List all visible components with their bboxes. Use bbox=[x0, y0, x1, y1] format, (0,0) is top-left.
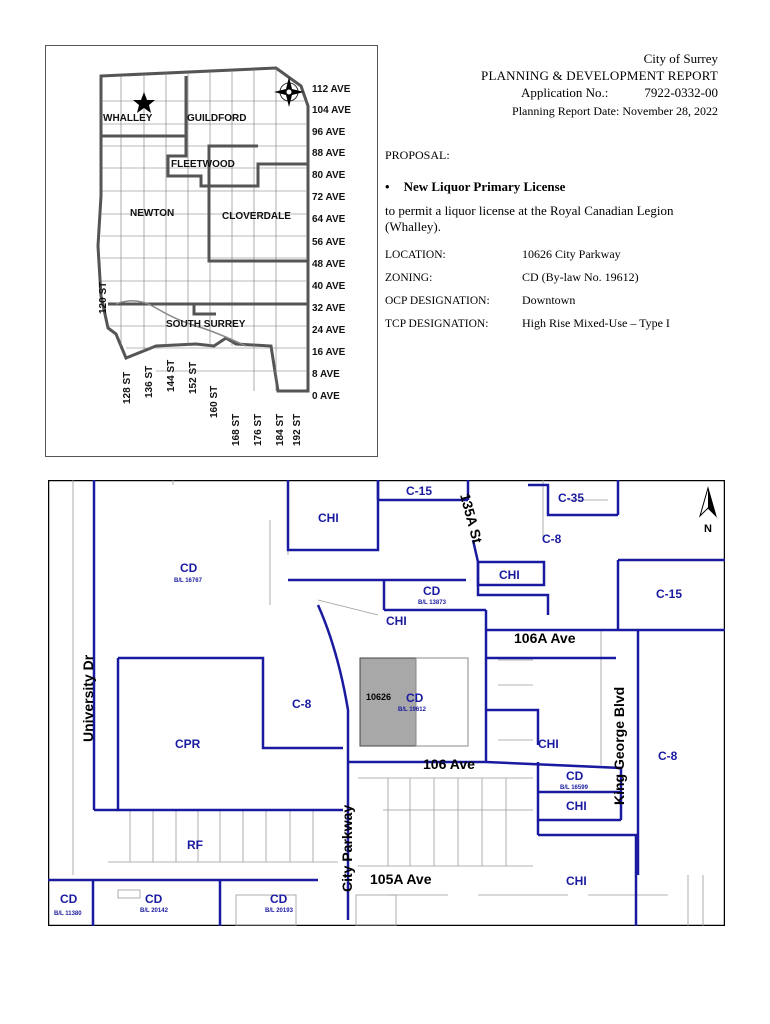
report-date: Planning Report Date: November 28, 2022 bbox=[512, 104, 718, 118]
zone-label: CPR bbox=[175, 737, 201, 751]
zone-label: CD bbox=[566, 769, 584, 783]
zone-label: CHI bbox=[566, 874, 587, 888]
bylaw-label: B/L 16599 bbox=[560, 785, 588, 791]
zone-label: C-15 bbox=[406, 484, 433, 498]
street-name-106-ave: 106 Ave bbox=[423, 756, 475, 772]
bylaw-label: B/L 11380 bbox=[54, 911, 82, 917]
zone-label: CD bbox=[180, 561, 198, 575]
property-value: High Rise Mixed-Use – Type I bbox=[522, 316, 670, 330]
application-row bbox=[481, 84, 718, 101]
property-label: TCP DESIGNATION: bbox=[385, 317, 489, 330]
street-label: 192 ST bbox=[292, 413, 303, 446]
area-label-newton: NEWTON bbox=[130, 208, 175, 219]
zone-label: CD bbox=[423, 584, 441, 598]
report-title: PLANNING & DEVELOPMENT REPORT bbox=[481, 68, 718, 83]
zone-label: C-35 bbox=[558, 491, 585, 505]
street-label: 120 ST bbox=[98, 281, 109, 314]
key-map bbox=[45, 45, 378, 457]
property-row-tcp bbox=[385, 312, 725, 335]
zone-label: CD bbox=[270, 892, 288, 906]
property-label: ZONING: bbox=[385, 271, 433, 284]
ave-label: 80 AVE bbox=[312, 170, 346, 181]
site-zoning-map bbox=[48, 480, 725, 926]
area-label-south-surrey: SOUTH SURREY bbox=[166, 319, 246, 330]
org-name: City of Surrey bbox=[643, 51, 718, 66]
bylaw-label: B/L 13873 bbox=[418, 600, 446, 606]
zone-label: C-8 bbox=[292, 697, 312, 711]
bylaw-label-site: B/L 19612 bbox=[398, 707, 426, 713]
zone-label: CD bbox=[60, 892, 78, 906]
property-row-zoning bbox=[385, 266, 725, 289]
zone-label: C-8 bbox=[542, 532, 562, 546]
ave-label: 32 AVE bbox=[312, 303, 346, 314]
street-label: 136 ST bbox=[144, 365, 155, 398]
zone-label: C-8 bbox=[658, 749, 678, 763]
zone-label: CHI bbox=[499, 568, 520, 582]
bylaw-label: B/L 16767 bbox=[174, 578, 202, 584]
ave-label: 16 AVE bbox=[312, 347, 346, 358]
property-row-ocp bbox=[385, 289, 725, 312]
ave-label: 112 AVE bbox=[312, 84, 351, 95]
bullet-icon: • bbox=[385, 179, 390, 194]
ave-label: 48 AVE bbox=[312, 259, 346, 270]
application-label: Application No.: bbox=[520, 85, 609, 100]
street-name-105a-ave: 105A Ave bbox=[370, 871, 432, 887]
site-address-number: 10626 bbox=[366, 692, 392, 702]
zone-label: RF bbox=[187, 838, 203, 852]
street-label: 128 ST bbox=[122, 371, 133, 404]
ave-label: 40 AVE bbox=[312, 281, 346, 292]
property-label: LOCATION: bbox=[385, 248, 446, 261]
site-map-graphic bbox=[48, 480, 725, 926]
zone-label: CHI bbox=[318, 511, 339, 525]
street-label: 152 ST bbox=[188, 361, 199, 394]
street-label: 168 ST bbox=[231, 413, 242, 446]
ave-label: 64 AVE bbox=[312, 214, 346, 225]
proposal-bullet bbox=[385, 179, 725, 195]
proposal-heading: PROPOSAL: bbox=[385, 148, 450, 162]
area-label-cloverdale: CLOVERDALE bbox=[222, 211, 291, 222]
street-name-city-parkway: City Parkway bbox=[339, 804, 355, 892]
key-map-graphic bbox=[46, 46, 379, 458]
ave-label: 96 AVE bbox=[312, 127, 346, 138]
area-label-guildford: GUILDFORD bbox=[187, 113, 247, 124]
street-name-king-george-blvd: King George Blvd bbox=[611, 686, 627, 805]
zone-label: CD bbox=[145, 892, 163, 906]
street-name-106a-ave: 106A Ave bbox=[514, 630, 576, 646]
north-arrow-label: N bbox=[704, 523, 712, 535]
zone-label-site: CD bbox=[406, 691, 424, 705]
property-row-location bbox=[385, 243, 725, 266]
ave-label: 8 AVE bbox=[312, 369, 340, 380]
report-header bbox=[481, 50, 718, 120]
proposal-description: to permit a liquor license at the Royal Canadian Legion (Whalley). bbox=[385, 203, 674, 234]
street-label: 176 ST bbox=[253, 413, 264, 446]
zone-label: CHI bbox=[386, 614, 407, 628]
property-table bbox=[385, 243, 725, 335]
street-name-university-dr: University Dr bbox=[80, 654, 96, 742]
property-value: 10626 City Parkway bbox=[522, 247, 621, 261]
ave-label: 0 AVE bbox=[312, 391, 340, 402]
ave-label: 72 AVE bbox=[312, 192, 346, 203]
bylaw-label: B/L 20193 bbox=[265, 908, 293, 914]
proposal-bullet-text: New Liquor Primary License bbox=[403, 179, 566, 194]
property-label: OCP DESIGNATION: bbox=[385, 294, 490, 307]
ave-label: 88 AVE bbox=[312, 148, 346, 159]
street-label: 144 ST bbox=[166, 359, 177, 392]
area-label-whalley: WHALLEY bbox=[103, 113, 153, 124]
street-name-135a-st: 135A St bbox=[457, 491, 486, 545]
application-number: 7922-0332-00 bbox=[644, 85, 718, 100]
proposal-section bbox=[385, 148, 725, 335]
area-label-fleetwood: FLEETWOOD bbox=[171, 159, 235, 170]
property-value: CD (By-law No. 19612) bbox=[522, 270, 639, 284]
street-label: 160 ST bbox=[209, 385, 220, 418]
zone-label: CHI bbox=[566, 799, 587, 813]
property-value: Downtown bbox=[522, 293, 576, 307]
zone-label: C-15 bbox=[656, 587, 683, 601]
ave-label: 104 AVE bbox=[312, 105, 351, 116]
ave-label: 56 AVE bbox=[312, 237, 346, 248]
bylaw-label: B/L 20142 bbox=[140, 908, 168, 914]
street-label: 184 ST bbox=[275, 413, 286, 446]
zone-label: CHI bbox=[538, 737, 559, 751]
ave-label: 24 AVE bbox=[312, 325, 346, 336]
